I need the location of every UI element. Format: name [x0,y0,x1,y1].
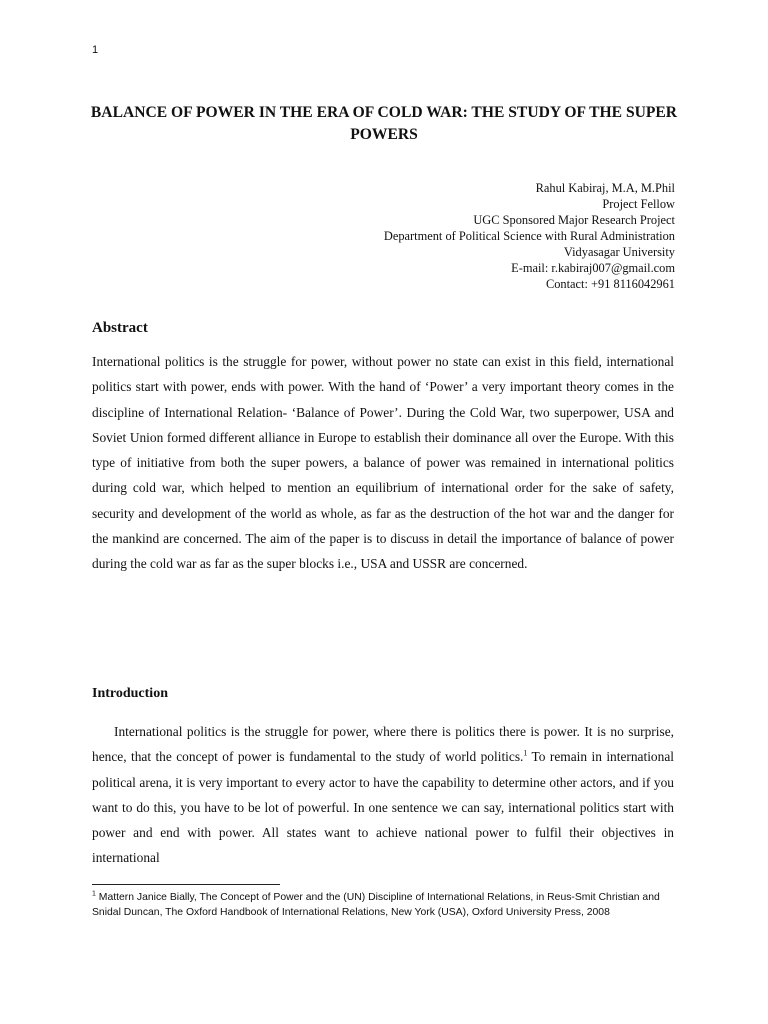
paper-title: BALANCE OF POWER IN THE ERA OF COLD WAR: THE STUDY OF THE SUPER POWERS [90,104,678,143]
footnote-marker: 1 [92,890,96,898]
author-name: Rahul Kabiraj, M.A, M.Phil [535,181,675,195]
abstract-text: International politics is the struggle for power, without power no state can exist in this field, international politics start with power, ends with power. With the hand of ‘Power’ a very important theory comes in the discipline of International Relation- ‘Balance of Power’. During the Cold War, two superpower, USA and Soviet Union formed different alliance in Europe to establish their dominance all over the Europe. With this type of initiative from both the super powers, a balance of power was remained in international politics during cold war, which helped to mention an equilibrium of international order for the sake of safety, security and development of the world as whole, as far as the destruction of the hot war and the danger for the mankind are concerned. The aim of the paper is to discuss in detail the importance of balance of power during the cold war as far as the super blocks i.e., USA and USSR are concerned. [92,354,674,572]
footnote-divider [92,884,280,885]
introduction-text-part2: To remain in international political arena, it is very important to every actor to have the capability to determine other actors, and if you want to do this, you have to be lot of powerful. In one sentence we can say, international politics start with power and end with power. All states want to achieve national power to fulfil their objectives in international [92,749,674,866]
author-department: Department of Political Science with Rural Administration [383,229,675,243]
author-university: Vidyasagar University [563,245,675,259]
author-contact: Contact: +91 8116042961 [545,277,675,291]
author-email: E-mail: r.kabiraj007@gmail.com [511,261,675,275]
author-position: Project Fellow [602,197,675,211]
footnote-text: Mattern Janice Bially, The Concept of Power and the (UN) Discipline of International Relations, in Reus-Smit Christian and Snidal Duncan, The Oxford Handbook of International Relations, New York (USA), Oxford University Press, 2008 [92,892,660,918]
author-block [384,180,675,292]
introduction-text-part1: International politics is the struggle for power, where there is politics there is power. It is no surprise, hence, that the concept of power is fundamental to the study of world politics. [92,724,674,765]
footnote [92,890,682,920]
introduction-text [92,719,674,871]
introduction-heading: Introduction [92,686,168,701]
page-number: 1 [92,44,99,56]
author-project: UGC Sponsored Major Research Project [473,213,675,227]
abstract-heading: Abstract [92,320,148,336]
footnote-reference[interactable]: 1 [523,748,528,758]
